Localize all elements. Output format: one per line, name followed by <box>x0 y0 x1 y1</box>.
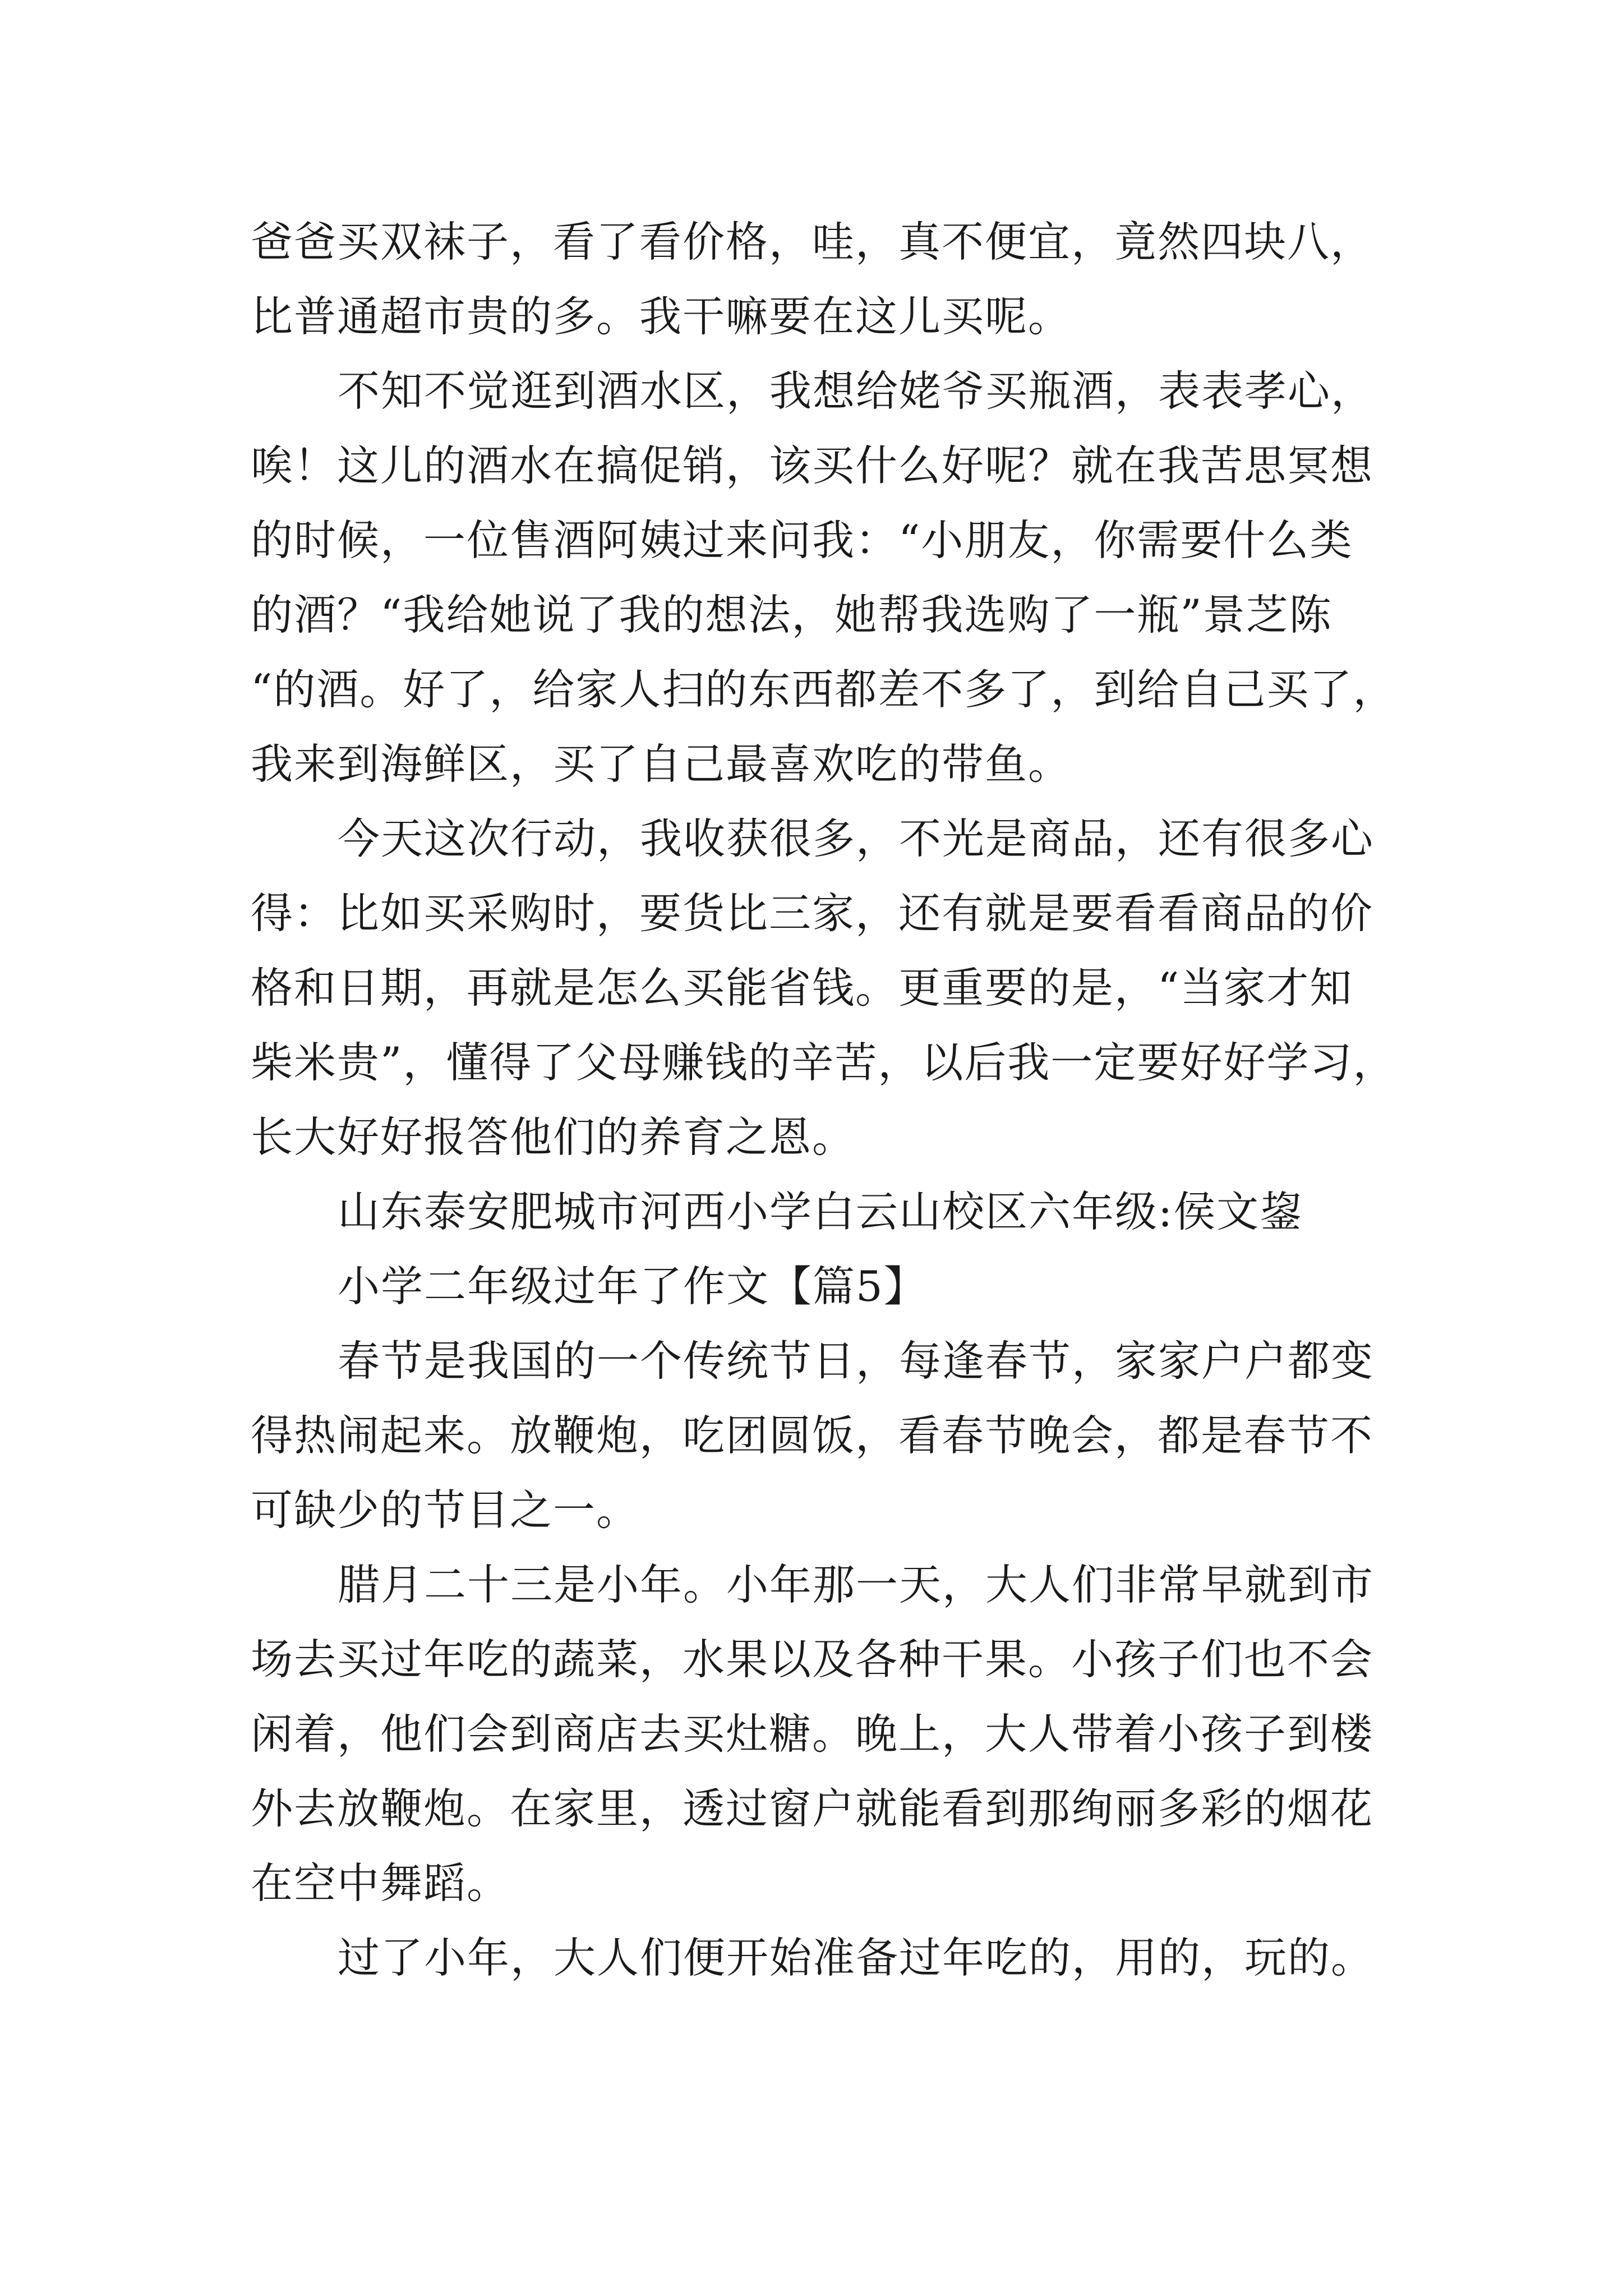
text-line: 今天这次行动，我收获很多，不光是商品，还有很多心 <box>338 814 1375 863</box>
text-line: 得：比如买采购时，要货比三家，还有就是要看看商品的价 <box>251 889 1374 938</box>
text-line: 山东泰安肥城市河西小学白云山校区六年级:侯文鋆 <box>338 1187 1303 1236</box>
text-line: 过了小年，大人们便开始准备过年吃的，用的，玩的。 <box>338 1933 1375 1982</box>
text-line: 唉！这儿的酒水在搞促销，该买什么好呢？就在我苦思冥想 <box>251 441 1374 490</box>
text-line: 可缺少的节目之一。 <box>251 1485 640 1535</box>
text-line: 腊月二十三是小年。小年那一天，大人们非常早就到市 <box>338 1560 1375 1609</box>
text-line: 场去买过年吃的蔬菜，水果以及各种干果。小孩子们也不会 <box>251 1635 1374 1684</box>
text-line: 比普通超市贵的多。我干嘛要在这儿买呢。 <box>251 292 1072 341</box>
text-line: 爸爸买双袜子，看了看价格，哇，真不便宜，竟然四块八， <box>251 217 1374 266</box>
text-line: 小学二年级过年了作文【篇5】 <box>338 1262 927 1311</box>
text-line: 不知不觉逛到酒水区，我想给姥爷买瓶酒，表表孝心， <box>338 366 1375 416</box>
text-line: 春节是我国的一个传统节日，每逢春节，家家户户都变 <box>338 1336 1375 1386</box>
text-line: 我来到海鲜区，买了自己最喜欢吃的带鱼。 <box>251 739 1072 789</box>
essay-body <box>251 205 1440 1995</box>
text-line: 的酒？“我给她说了我的想法，她帮我选购了一瓶”景芝陈 <box>251 590 1332 639</box>
text-line: 格和日期，再就是怎么买能省钱。更重要的是，“当家才知 <box>251 963 1353 1013</box>
text-line: 闲着，他们会到商店去买灶糖。晚上，大人带着小孩子到楼 <box>251 1709 1374 1759</box>
text-line: 外去放鞭炮。在家里，透过窗户就能看到那绚丽多彩的烟花 <box>251 1784 1374 1833</box>
text-line: 的时候，一位售酒阿姨过来问我：“小朋友，你需要什么类 <box>251 516 1353 565</box>
text-line: 柴米贵”，懂得了父母赚钱的辛苦，以后我一定要好好学习， <box>251 1038 1396 1087</box>
text-line: 长大好好报答他们的养育之恩。 <box>251 1112 856 1162</box>
text-line: 得热闹起来。放鞭炮，吃团圆饭，看春节晚会，都是春节不 <box>251 1411 1374 1460</box>
text-line: 在空中舞蹈。 <box>251 1858 510 1908</box>
text-line: “的酒。好了，给家人扫的东西都差不多了，到给自己买了， <box>251 665 1396 714</box>
